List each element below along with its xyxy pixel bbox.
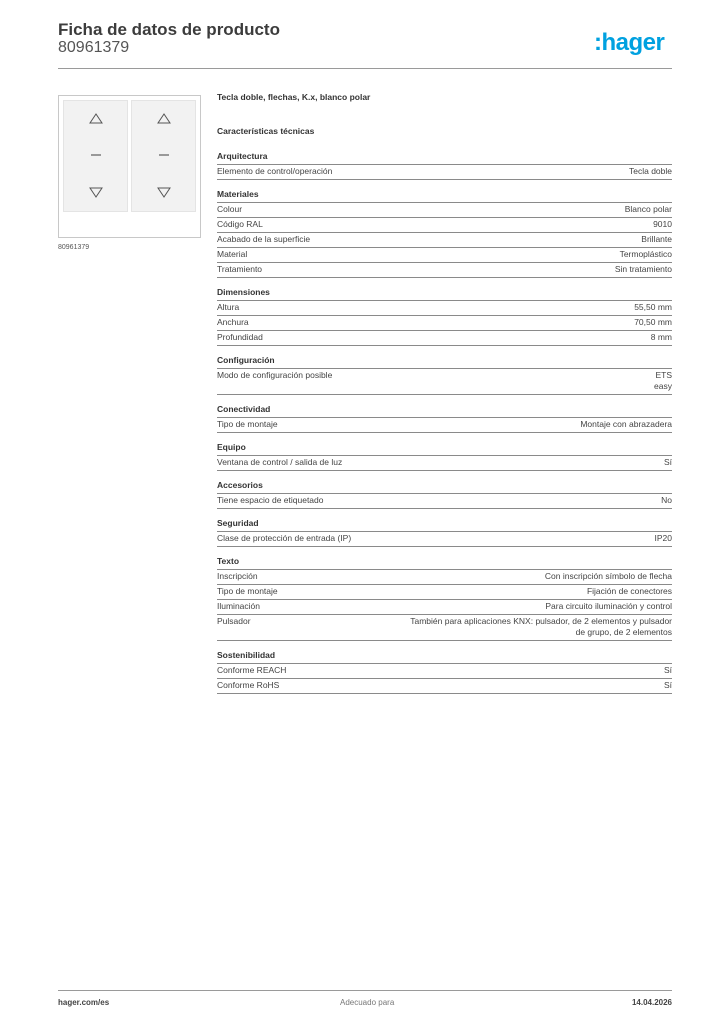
spec-value: Para circuito iluminación y control [545,601,672,611]
section-heading: Dimensiones [217,286,672,301]
led-dash-icon [132,153,195,157]
arrow-down-icon [132,187,195,198]
spec-section [217,555,672,641]
product-image-caption: 80961379 [58,244,90,251]
section-heading: Arquitectura [217,150,672,165]
spec-label: Conforme RoHS [217,680,280,690]
spec-value: Tecla doble [628,166,672,176]
spec-value: 9010 [653,219,672,229]
product-code: 80961379 [58,39,130,56]
spec-value: También para aplicaciones KNX: pulsador, de 2 elementos y pulsador de grupo, de 2 elementos [410,616,672,637]
spec-row [217,233,672,248]
spec-row [217,664,672,679]
spec-label: Iluminación [217,601,260,611]
spec-section [217,479,672,509]
page-title: Ficha de datos de producto [58,20,280,39]
spec-row [217,369,672,395]
footer-website: hager.com/es [58,998,110,1007]
spec-label: Clase de protección de entrada (IP) [217,533,352,543]
spec-label: Elemento de control/operación [217,166,333,176]
spec-value: 8 mm [650,332,672,342]
spec-row [217,165,672,180]
spec-row [217,248,672,263]
hager-logo [594,28,674,58]
led-dash-icon [64,153,127,157]
section-heading: Equipo [217,441,672,456]
spec-section [217,286,672,346]
spec-label: Material [217,249,248,259]
spec-value: Sí [663,665,672,675]
svg-text::hager: :hager [594,29,665,56]
spec-label: Colour [217,204,243,214]
footer-note: Adecuado para [340,998,395,1007]
spec-row [217,331,672,346]
spec-value: Sí [663,457,672,467]
product-image [58,95,201,238]
spec-row [217,679,672,694]
spec-label: Tipo de montaje [217,419,278,429]
spec-row [217,301,672,316]
section-heading: Sostenibilidad [217,649,672,664]
spec-label: Tiene espacio de etiquetado [217,495,324,505]
arrow-up-icon [64,113,127,124]
section-heading: Conectividad [217,403,672,418]
spec-value: Fijación de conectores [586,586,672,596]
spec-row [217,615,672,641]
arrow-down-icon [64,187,127,198]
spec-label: Anchura [217,317,249,327]
spec-label: Conforme REACH [217,665,287,675]
spec-sections [217,150,672,694]
spec-section [217,441,672,471]
header-divider [58,68,672,69]
footer-divider [58,990,672,991]
spec-value: 70,50 mm [634,317,672,327]
spec-label: Código RAL [217,219,263,229]
spec-row [217,456,672,471]
spec-row [217,570,672,585]
spec-value: Blanco polar [624,204,672,214]
rocker-right [131,100,196,212]
spec-value: IP20 [654,533,672,543]
rocker-left [63,100,128,212]
spec-value: ETS easy [654,370,672,391]
tech-heading: Características técnicas [217,126,315,136]
section-heading: Seguridad [217,517,672,532]
spec-label: Inscripción [217,571,258,581]
spec-section [217,354,672,395]
spec-value: Sin tratamiento [614,264,672,274]
spec-value: No [661,495,672,505]
spec-section [217,188,672,278]
section-heading: Materiales [217,188,672,203]
spec-sheet [217,92,672,694]
spec-value: Montaje con abrazadera [580,419,672,429]
spec-row [217,494,672,509]
spec-row [217,316,672,331]
spec-row [217,532,672,547]
spec-label: Tratamiento [217,264,263,274]
spec-label: Ventana de control / salida de luz [217,457,343,467]
product-name: Tecla doble, flechas, K.x, blanco polar [217,92,371,102]
spec-label: Acabado de la superficie [217,234,311,244]
spec-row [217,418,672,433]
spec-row [217,600,672,615]
arrow-up-icon [132,113,195,124]
spec-value: 55,50 mm [634,302,672,312]
spec-section [217,517,672,547]
spec-label: Altura [217,302,240,312]
spec-value: Con inscripción símbolo de flecha [544,571,672,581]
spec-section [217,403,672,433]
spec-value: Sí [663,680,672,690]
section-heading: Texto [217,555,672,570]
section-heading: Configuración [217,354,672,369]
spec-value: Brillante [641,234,672,244]
spec-label: Profundidad [217,332,263,342]
spec-value: Termoplástico [619,249,672,259]
spec-label: Modo de configuración posible [217,370,333,380]
footer-date: 14.04.2026 [631,998,672,1007]
spec-row [217,585,672,600]
spec-section [217,649,672,694]
spec-row [217,203,672,218]
spec-section [217,150,672,180]
section-heading: Accesorios [217,479,672,494]
spec-row [217,263,672,278]
spec-label: Pulsador [217,616,251,626]
spec-label: Tipo de montaje [217,586,278,596]
spec-row [217,218,672,233]
